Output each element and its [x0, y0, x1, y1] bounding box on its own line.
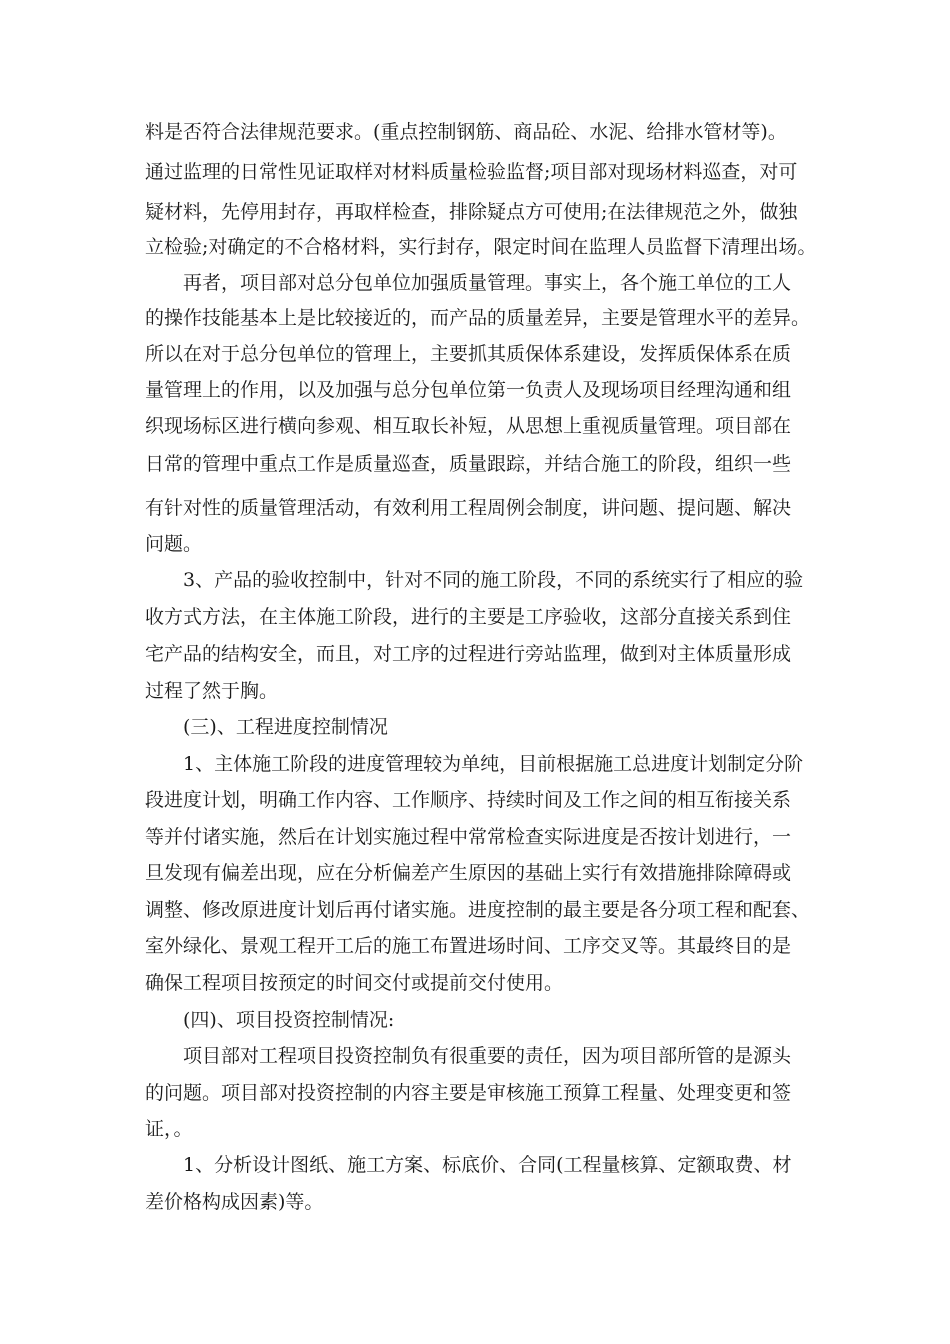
text-line: 日常的管理中重点工作是质量巡查，质量跟踪，并结合施工的阶段，组织一些 [145, 453, 792, 475]
text-line: 过程了然于胸。 [145, 680, 279, 702]
text-line: 疑材料，先停用封存，再取样检查，排除疑点方可使用;在法律规范之外，做独 [145, 201, 798, 223]
text-line: 调整、修改原进度计划后再付诸实施。进度控制的最主要是各分项工程和配套、 [145, 899, 811, 921]
text-line: 量管理上的作用，以及加强与总分包单位第一负责人及现场项目经理沟通和组 [145, 379, 792, 401]
text-line: 室外绿化、景观工程开工后的施工布置进场时间、工序交叉等。其最终目的是 [145, 935, 792, 957]
text-line: 收方式方法，在主体施工阶段，进行的主要是工序验收，这部分直接关系到住 [145, 606, 792, 628]
paragraph-first-line: 1、主体施工阶段的进度管理较为单纯，目前根据施工总进度计划制定分阶 [183, 753, 804, 775]
paragraph-first-line: 3、产品的验收控制中，针对不同的施工阶段，不同的系统实行了相应的验 [183, 569, 804, 591]
text-line: 通过监理的日常性见证取样对材料质量检验监督;项目部对现场材料巡查，对可 [145, 161, 798, 183]
paragraph-first-line: 项目部对工程项目投资控制负有很重要的责任，因为项目部所管的是源头 [183, 1045, 792, 1067]
text-line: 有针对性的质量管理活动，有效利用工程周例会制度，讲问题、提问题、解决 [145, 497, 792, 519]
text-line: 织现场标区进行横向参观、相互取长补短，从思想上重视质量管理。项目部在 [145, 415, 792, 437]
text-line: 所以在对于总分包单位的管理上，主要抓其质保体系建设，发挥质保体系在质 [145, 343, 792, 365]
text-line: 确保工程项目按预定的时间交付或提前交付使用。 [145, 972, 564, 994]
text-line: 宅产品的结构安全，而且，对工序的过程进行旁站监理，做到对主体质量形成 [145, 643, 792, 665]
paragraph-first-line: 再者，项目部对总分包单位加强质量管理。事实上，各个施工单位的工人 [183, 272, 792, 294]
paragraph-first-line: 1、分析设计图纸、施工方案、标底价、合同(工程量核算、定额取费、材 [183, 1154, 792, 1176]
section-heading: (三)、工程进度控制情况 [183, 716, 388, 738]
text-line: 的问题。项目部对投资控制的内容主要是审核施工预算工程量、处理变更和签 [145, 1082, 792, 1104]
text-line: 证，。 [145, 1118, 193, 1140]
section-heading: (四)、项目投资控制情况: [183, 1009, 395, 1031]
text-line: 差价格构成因素)等。 [145, 1191, 324, 1213]
text-line: 问题。 [145, 533, 203, 555]
text-line: 等并付诸实施，然后在计划实施过程中常常检查实际进度是否按计划进行，一 [145, 826, 792, 848]
text-line: 的操作技能基本上是比较接近的，而产品的质量差异，主要是管理水平的差异。 [145, 307, 811, 329]
text-line: 段进度计划，明确工作内容、工作顺序、持续时间及工作之间的相互衔接关系 [145, 789, 792, 811]
text-line: 立检验;对确定的不合格材料，实行封存，限定时间在监理人员监督下清理出场。 [145, 236, 817, 258]
text-line: 旦发现有偏差出现，应在分析偏差产生原因的基础上实行有效措施排除障碍或 [145, 862, 792, 884]
text-line: 料是否符合法律规范要求。(重点控制钢筋、商品砼、水泥、给排水管材等)。 [145, 121, 787, 143]
